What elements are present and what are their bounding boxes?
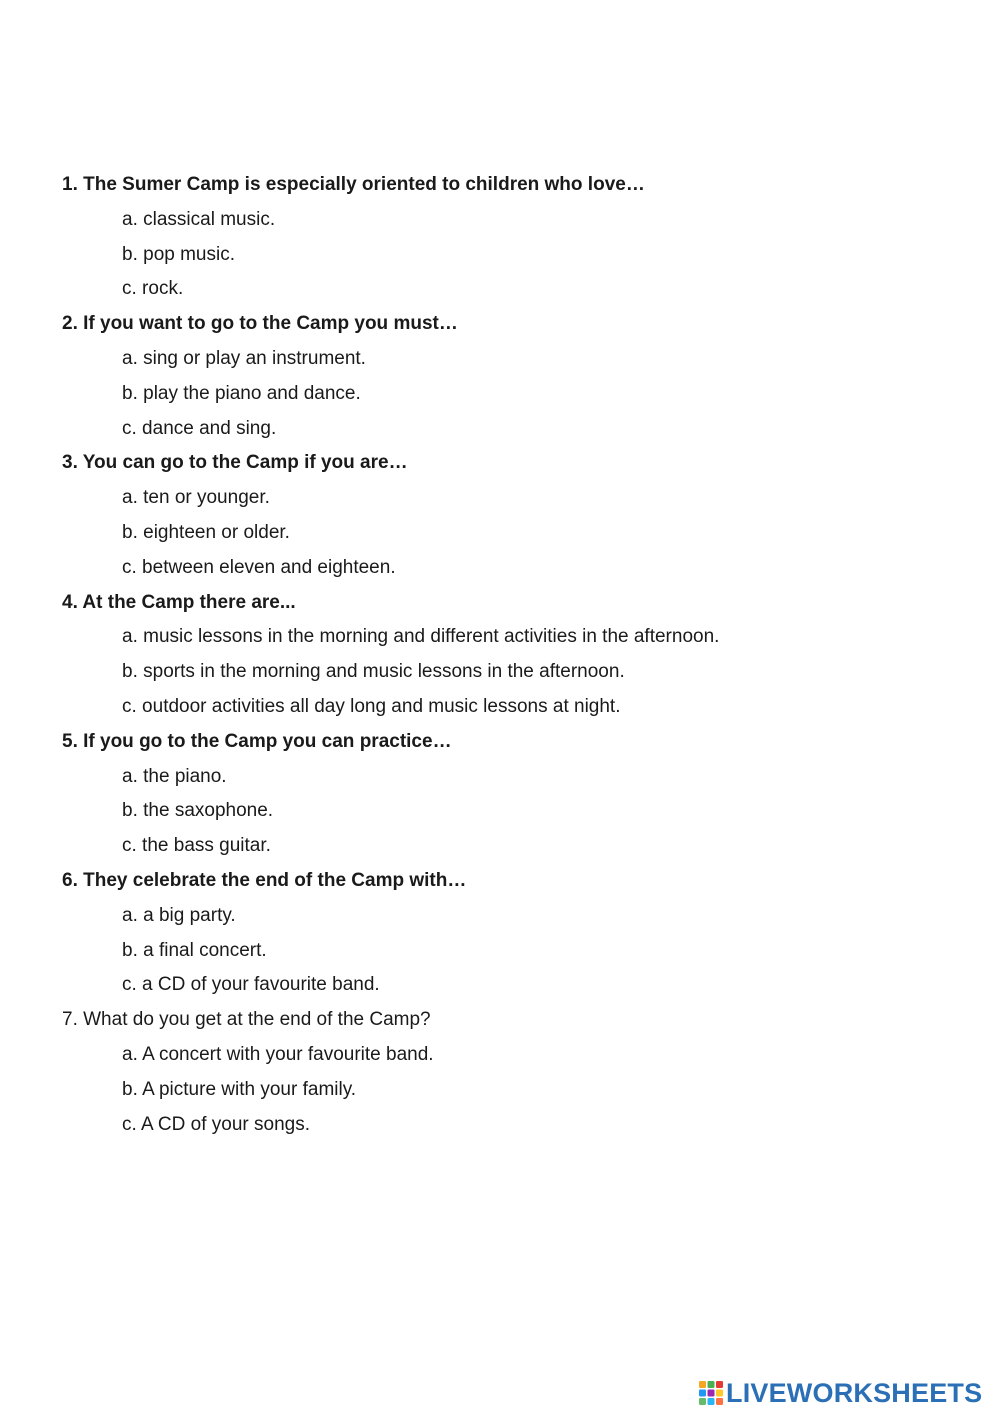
question-text: 5. If you go to the Camp you can practice…	[62, 730, 452, 752]
question-text: 7. What do you get at the end of the Camp?	[62, 1009, 431, 1031]
answer-option[interactable]: b. pop music.	[122, 243, 235, 265]
answer-option[interactable]: a. A concert with your favourite band.	[122, 1043, 434, 1065]
question-4	[62, 586, 962, 725]
liveworksheets-brand[interactable]	[698, 1378, 982, 1408]
answer-option[interactable]: a. classical music.	[122, 208, 276, 230]
answer-option[interactable]: c. a CD of your favourite band.	[122, 974, 380, 996]
answer-option[interactable]: a. sing or play an instrument.	[122, 347, 366, 369]
brand-name: LIVEWORKSHEETS	[726, 1378, 983, 1408]
question-5	[62, 725, 962, 864]
answer-option[interactable]: b. sports in the morning and music lessons in the afternoon.	[122, 661, 625, 683]
question-2	[62, 307, 962, 446]
question-text: 4. At the Camp there are...	[62, 591, 296, 613]
quiz-container	[62, 168, 962, 1142]
answer-option[interactable]: c. A CD of your songs.	[122, 1113, 310, 1135]
answer-option[interactable]: c. rock.	[122, 278, 184, 300]
liveworksheets-logo-icon	[698, 1380, 724, 1406]
answer-option[interactable]: b. play the piano and dance.	[122, 382, 361, 404]
answer-option[interactable]: a. a big party.	[122, 904, 236, 926]
answer-option[interactable]: b. the saxophone.	[122, 800, 274, 822]
answer-option[interactable]: b. eighteen or older.	[122, 521, 290, 543]
question-3	[62, 446, 962, 585]
question-7	[62, 1003, 962, 1142]
answer-option[interactable]: c. the bass guitar.	[122, 835, 271, 857]
answer-option[interactable]: b. A picture with your family.	[122, 1078, 357, 1100]
answer-option[interactable]: a. music lessons in the morning and different activities in the afternoon.	[122, 626, 720, 648]
question-text: 6. They celebrate the end of the Camp with…	[62, 869, 467, 891]
answer-option[interactable]: c. between eleven and eighteen.	[122, 556, 396, 578]
question-6	[62, 864, 962, 1003]
question-text: 2. If you want to go to the Camp you must…	[62, 313, 458, 335]
answer-option[interactable]: a. ten or younger.	[122, 487, 270, 509]
answer-option[interactable]: c. outdoor activities all day long and music lessons at night.	[122, 695, 621, 717]
question-text: 3. You can go to the Camp if you are…	[62, 452, 408, 474]
question-text: 1. The Sumer Camp is especially oriented to children who love…	[62, 174, 645, 195]
answer-option[interactable]: c. dance and sing.	[122, 417, 277, 439]
question-1	[62, 168, 962, 307]
answer-option[interactable]: a. the piano.	[122, 765, 227, 787]
answer-option[interactable]: b. a final concert.	[122, 939, 267, 961]
